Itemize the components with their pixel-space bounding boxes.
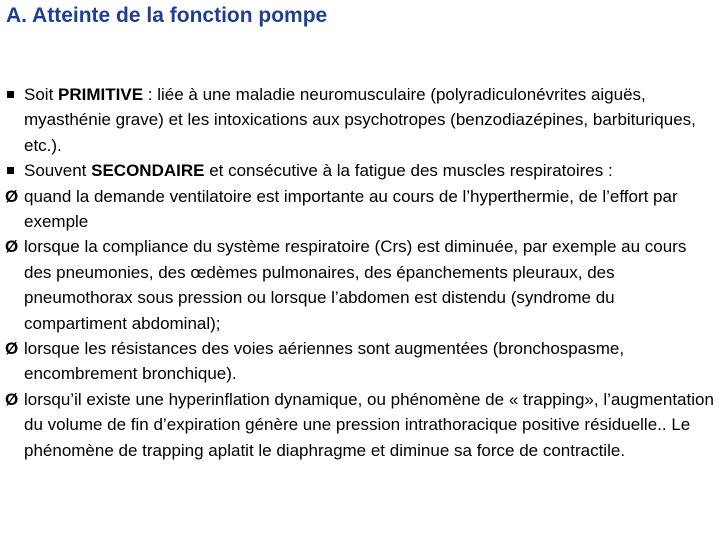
sub-bullet-item	[6, 336, 718, 387]
square-bullet-icon	[7, 82, 25, 98]
bullet-bold-term: SECONDAIRE	[91, 161, 205, 181]
sub-bullet-text: lorsque la compliance du système respiratoire (Crs) est diminuée, par exemple au cours des pneumonies, des œdèmes pulmonaires, des épanchements pleuraux, des pneumothorax sous pression ou lorsque l’abdomen est distendu (syndrome du compartiment abdominal);	[24, 237, 687, 333]
arrow-bullet-icon: Ø	[5, 237, 19, 257]
sub-bullet-text: quand la demande ventilatoire est importante au cours de l’hyperthermie, de l’effort par exemple	[24, 186, 678, 232]
square-bullet-icon	[7, 158, 25, 174]
sub-bullet-item	[6, 184, 718, 235]
arrow-bullet-icon: Ø	[5, 186, 19, 206]
sub-bullet-text: lorsqu’il existe une hyperinflation dynamique, ou phénomène de « trapping», l’augmentation du volume de fin d’expiration génère une pression intrathoracique positive résiduelle.. Le phénomène de trapping aplatit le diaphragme et diminue sa force de contractile.	[24, 389, 714, 460]
arrow-bullet-icon: Ø	[5, 339, 19, 359]
bullet-lead: Soit	[24, 85, 59, 104]
sub-bullet-text: lorsque les résistances des voies aériennes sont augmentées (bronchospasme, encombrement bronchique).	[24, 339, 625, 384]
bullet-bold-term: PRIMITIVE	[58, 85, 144, 104]
bullet-item-secondaire	[6, 158, 718, 183]
bullet-list	[6, 82, 718, 463]
arrow-bullet-icon: Ø	[5, 389, 19, 409]
sub-bullet-item	[6, 387, 718, 463]
sub-bullet-item	[6, 234, 718, 336]
bullet-item-primitive	[6, 82, 718, 158]
bullet-text: et consécutive à la fatigue des muscles respiratoires :	[204, 161, 613, 181]
bullet-text: : liée à une maladie neuromusculaire (polyradiculonévrites aiguës, myasthénie grave) et les intoxications aux psychotropes (benzodiazépines, barbituriques, etc.).	[24, 85, 696, 155]
bullet-lead: Souvent	[24, 161, 92, 181]
slide-title: A. Atteinte de la fonction pompe	[6, 4, 328, 27]
